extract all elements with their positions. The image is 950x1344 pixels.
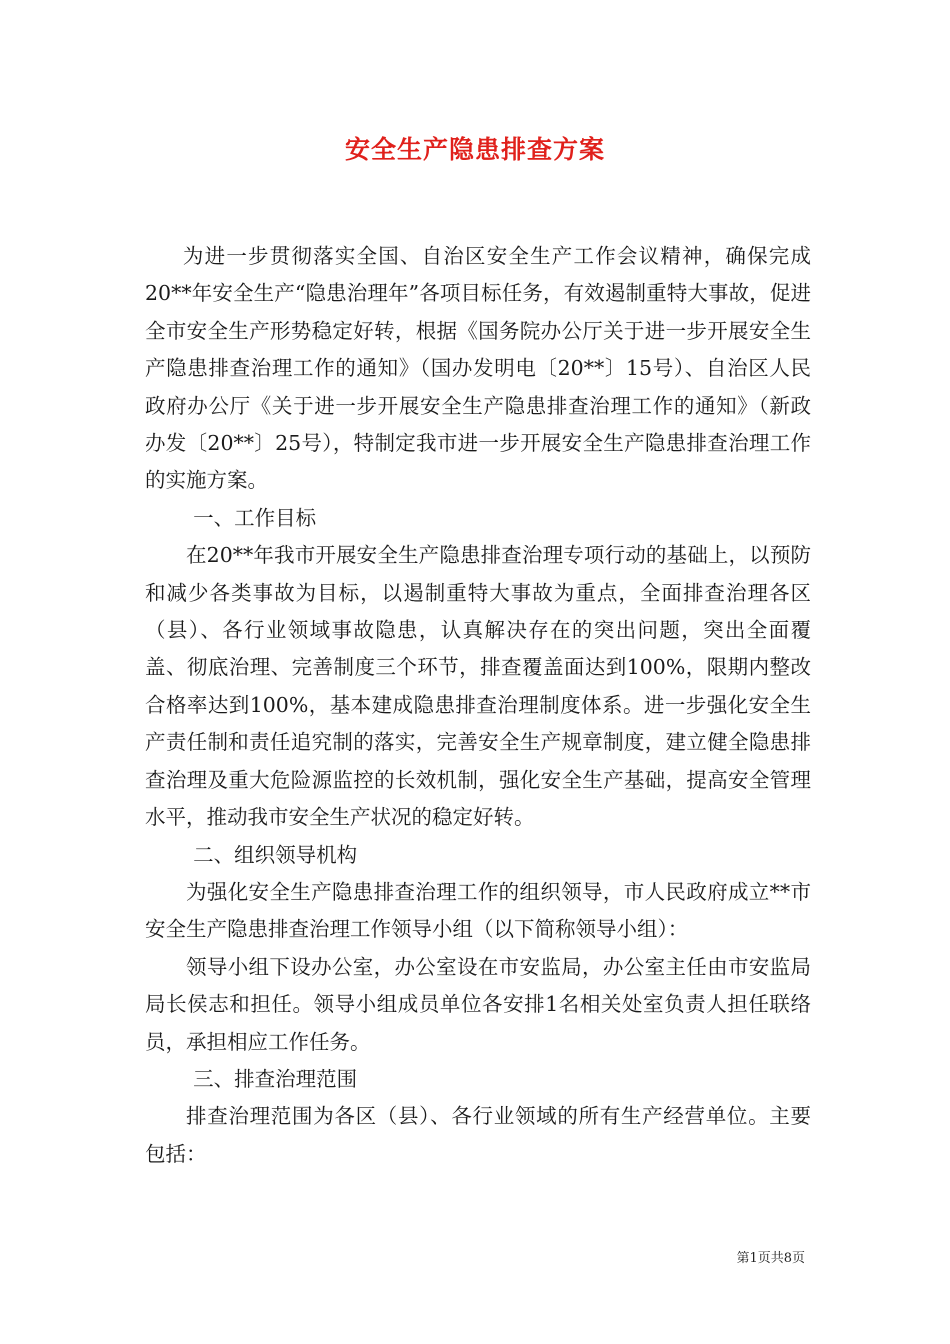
section-heading-organization: 二、组织领导机构 <box>193 842 358 867</box>
page-number: 第1页共8页 <box>736 1251 805 1266</box>
scope-paragraph: 排查治理范围为各区（县）、各行业领域的所有生产经营单位。主要包括： <box>145 1104 811 1166</box>
document-title: 安全生产隐患排查方案 <box>344 135 605 164</box>
document-body <box>145 238 811 1173</box>
section-heading-scope: 三、排查治理范围 <box>193 1066 358 1091</box>
intro-paragraph: 为进一步贯彻落实全国、自治区安全生产工作会议精神，确保完成20**年安全生产“隐患治理年”各项目标任务，有效遏制重特大事故，促进全市安全生产形势稳定好转，根据《国务院办公厅关于进一步开展安全生产隐患排查治理工作的通知》（国办发明电〔20**〕15号）、自治区人民政府办公厅《关于进一步开展安全生产隐患排查治理工作的通知》（新政办发〔20**〕25号），特制定我市进一步开展安全生产隐患排查治理工作的实施方案。 <box>145 244 811 493</box>
section-heading-goals: 一、工作目标 <box>193 505 317 530</box>
organization-paragraph: 为强化安全生产隐患排查治理工作的组织领导，市人民政府成立**市安全生产隐患排查治理工作领导小组（以下简称领导小组）： <box>145 879 811 942</box>
office-paragraph: 领导小组下设办公室，办公室设在市安监局，办公室主任由市安监局局长侯志和担任。领导小组成员单位各安排1名相关处室负责人担任联络员，承担相应工作任务。 <box>145 954 811 1054</box>
goals-paragraph: 在20**年我市开展安全生产隐患排查治理专项行动的基础上，以预防和减少各类事故为目标，以遏制重特大事故为重点，全面排查治理各区（县）、各行业领域事故隐患，认真解决存在的突出问题，突出全面覆盖、彻底治理、完善制度三个环节，排查覆盖面达到100%，限期内整改合格率达到100%，基本建成隐患排查治理制度体系。进一步强化安全生产责任制和责任追究制的落实，完善安全生产规章制度，建立健全隐患排查治理及重大危险源监控的长效机制，强化安全生产基础，提高安全管理水平，推动我市安全生产状况的稳定好转。 <box>145 543 811 830</box>
